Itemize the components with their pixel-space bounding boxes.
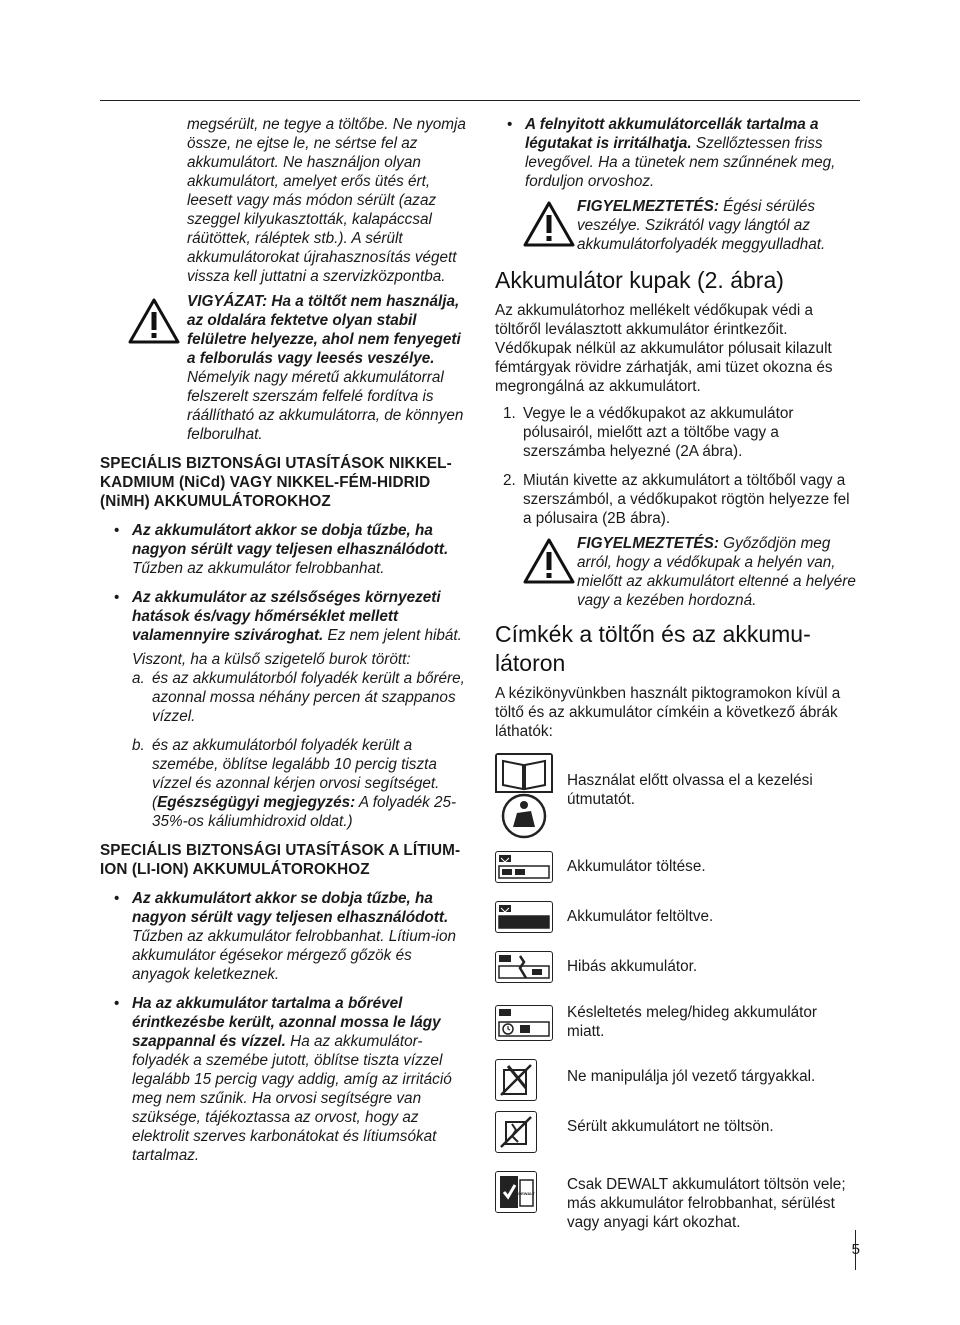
nicd-b2-rest: Ez nem jelent hibát. bbox=[323, 627, 462, 644]
warning-2-text bbox=[577, 534, 860, 610]
pictogram-row bbox=[495, 753, 860, 845]
warning-1-text bbox=[577, 197, 860, 254]
pictogram-text: Akkumulátor feltöltve. bbox=[567, 908, 714, 925]
battery-cap-heading: Akkumulátor kupak (2. ábra) bbox=[495, 267, 784, 293]
caution-rest: Némelyik nagy méretű akkumulátorral felszerelt szerszám felfelé fordítva is ráállítható az akkumulátorra, de könnyen felborulhat. bbox=[187, 369, 464, 443]
caution-bold: VIGYÁZAT: Ha a töltőt nem használja, az oldalára fektetve olyan stabil felületre helyezze, ahol nem fenyegeti a felborulás vagy leesés veszélye. bbox=[187, 293, 461, 367]
nicd-b2-bold: Az akkumulátor az szélsőséges környezeti hatások és/vagy hőmérséklet mellett valamennyire szivároghat. bbox=[132, 589, 441, 644]
warning-block-2 bbox=[495, 534, 860, 610]
dewalt-only-icon bbox=[495, 1171, 537, 1213]
airways-rest: Szellőztessen friss levegővel. Ha a tünetek nem szűnnének meg, forduljon orvoshoz. bbox=[525, 135, 836, 190]
airways-bullet bbox=[495, 115, 860, 191]
left-column bbox=[100, 115, 470, 1165]
intro-paragraph: megsérült, ne tegye a töltőbe. Ne nyomja össze, ne ejtse le, ne sértse fel az akkumulátort. Ne használjon olyan akkumulátort, amelyet erős ütés ért, leesett vagy más módon sérült (azaz szeggel kilyukasztották, kalapáccsal ráütöttek, ráléptek stb.). A sérült akkumulátorokat újrahasznosítás végett vissza kell juttatni a szervizközpontba. bbox=[187, 116, 466, 285]
nicd-bullet-2 bbox=[100, 588, 470, 831]
pictogram-row bbox=[495, 951, 860, 1001]
sub-item-b-label: b. bbox=[132, 737, 145, 754]
hot-cold-delay-icon bbox=[495, 1005, 553, 1041]
liion-b1-bold: Az akkumulátort akkor se dobja tűzbe, ha nagyon sérült vagy teljesen elhasználódott. bbox=[132, 890, 449, 926]
warning-1-rest: Égési sérülés veszélye. Szikrától vagy lángtól az akkumulátorfolyadék meggyulladhat. bbox=[577, 198, 826, 253]
airways-bullet-text bbox=[525, 115, 860, 191]
pictogram-text: Késleltetés meleg/hideg akkumulátor miatt. bbox=[567, 1004, 817, 1040]
pictogram-text: Akkumulátor töltése. bbox=[567, 858, 706, 875]
warning-2-rest: Győződjön meg arról, hogy a védőkupak a helyén van, mielőtt az akkumulátort eltenné a helyére vagy a kezében hordozná. bbox=[577, 535, 856, 609]
read-manual-icon bbox=[495, 753, 553, 839]
liion-bullet-2 bbox=[100, 994, 470, 1165]
bullet-dot: • bbox=[507, 116, 513, 133]
bullet-dot: • bbox=[114, 995, 120, 1012]
liion-bullet-1-text bbox=[132, 889, 470, 984]
sub-item-b-text bbox=[152, 736, 470, 831]
pictogram-text: Hibás akkumulátor. bbox=[567, 958, 698, 975]
nicd-bullet-1-text bbox=[132, 521, 470, 578]
nicd-bullet-1 bbox=[100, 521, 470, 578]
labels-intro: A kézikönyvünkben használt piktogramokon kívül a töltő és az akkumulátor címkéin a következő ábrák láthatók: bbox=[495, 685, 841, 740]
warning-1-label: FIGYELMEZTETÉS: bbox=[577, 198, 719, 215]
liion-b2-rest: Ha az akkumulátor-folyadék a szemébe jutott, öblítse tiszta vízzel legalább 15 percig vagy addig, amíg az irritáció meg nem szűnik. Ha orvosi segítségre van szüksége, tájékoztassa az orvost, hogy az elektrolit szerves karbonátokat és lítiumsókat tartalmaz. bbox=[132, 1033, 452, 1164]
sub-item-a-text: és az akkumulátorból folyadék került a bőrére, azonnal mossa néhány percen át szappanos vízzel. bbox=[152, 670, 465, 725]
pictogram-row bbox=[495, 1063, 860, 1113]
liion-b1-rest: Tűzben az akkumulátor felrobbanhat. Lítium-ion akkumulátor égésekor mérgező gőzök és anyagok keletkeznek. bbox=[132, 928, 456, 983]
sub-item-b bbox=[132, 736, 470, 831]
liion-heading: SPECIÁLIS BIZTONSÁGI UTASÍTÁSOK A LÍTIUM-ION (LI-ION) AKKUMULÁTOROKHOZ bbox=[100, 842, 461, 878]
step-1-text: Vegye le a védőkupakot az akkumulátor pólusairól, mielőtt azt a töltőbe vagy a szerszámba helyezné (2A ábra). bbox=[523, 405, 794, 460]
pictogram-row bbox=[495, 1001, 860, 1063]
nicd-bullet-2-text bbox=[132, 588, 470, 645]
nicd-b1-rest: Tűzben az akkumulátor felrobbanhat. bbox=[132, 560, 385, 577]
no-damaged-battery-icon bbox=[495, 1111, 537, 1153]
no-conductive-objects-icon bbox=[495, 1059, 537, 1101]
warning-triangle-icon bbox=[523, 201, 575, 247]
sub-item-a bbox=[132, 669, 470, 726]
step-1-number: 1. bbox=[503, 405, 516, 422]
bullet-dot: • bbox=[114, 890, 120, 907]
step-1 bbox=[495, 404, 860, 461]
top-rule bbox=[100, 100, 860, 101]
step-2 bbox=[495, 471, 860, 528]
nicd-heading: SPECIÁLIS BIZTONSÁGI UTASÍTÁSOK NIKKEL-KADMIUM (NiCd) VAGY NIKKEL-FÉM-HIDRID (NiMH) AKKUMULÁTOROKHOZ bbox=[100, 455, 452, 510]
liion-bullet-2-text bbox=[132, 994, 470, 1165]
pictogram-text: Ne manipulálja jól vezető tárgyakkal. bbox=[567, 1068, 816, 1085]
pictogram-row bbox=[495, 851, 860, 901]
pictogram-text: Csak DEWALT akkumulátort töltsön vele; más akkumulátor felrobbanhat, sérülést vagy anyagi kárt okozhat. bbox=[567, 1176, 846, 1231]
warning-triangle-icon bbox=[523, 538, 575, 584]
caution-text bbox=[187, 292, 470, 444]
warning-2-label: FIGYELMEZTETÉS: bbox=[577, 535, 719, 552]
step-2-number: 2. bbox=[503, 472, 516, 489]
pictogram-text: Használat előtt olvassa el a kezelési útmutatót. bbox=[567, 772, 813, 808]
bullet-dot: • bbox=[114, 522, 120, 539]
nicd-b1-bold: Az akkumulátort akkor se dobja tűzbe, ha nagyon sérült vagy teljesen elhasználódott. bbox=[132, 522, 449, 558]
liion-b2-bold: Ha az akkumulátor tartalma a bőrével érintkezésbe került, azonnal mossa le lágy szappannal és vízzel. bbox=[132, 995, 441, 1050]
defective-battery-icon bbox=[495, 951, 553, 983]
sub-item-a-label: a. bbox=[132, 670, 145, 687]
right-column bbox=[495, 115, 860, 1241]
nicd-b2-followup: Viszont, ha a külső szigetelő burok törött: bbox=[132, 651, 411, 668]
pictogram-row bbox=[495, 1171, 860, 1241]
airways-bold: A felnyitott akkumulátorcellák tartalma a légutakat is irritálhatja. bbox=[525, 116, 819, 152]
battery-cap-paragraph: Az akkumulátorhoz mellékelt védőkupak védi a töltőről leválasztott akkumulátor érintkezőit. Védőkupak nélkül az akkumulátor pólusait kilazult fémtárgyak rövidre zárhatják, ami tüzet okozna és megrongálná az akkumulátort. bbox=[495, 302, 833, 395]
sub-item-b-part1: és az akkumulátorból folyadék került a szemébe, öblítse legalább 10 percig tiszta vízzel és azonnal kérjen orvosi segítséget. ( bbox=[152, 737, 440, 811]
pictogram-text: Sérült akkumulátort ne töltsön. bbox=[567, 1118, 774, 1135]
caution-block bbox=[100, 292, 470, 444]
bullet-dot: • bbox=[114, 589, 120, 606]
battery-charged-icon bbox=[495, 901, 553, 933]
warning-block-1 bbox=[495, 197, 860, 254]
page-number: 5 bbox=[851, 1241, 860, 1258]
step-2-text: Miután kivette az akkumulátort a töltőből vagy a szerszámból, a védőkupakot rögtön helyezze fel a pólusaira (2B ábra). bbox=[523, 472, 850, 527]
pictogram-list bbox=[495, 753, 860, 1241]
sub-item-b-part2: A folyadék 25-35%-os káliumhidroxid oldat.) bbox=[152, 794, 457, 830]
health-note-label: Egészségügyi megjegyzés: bbox=[157, 794, 356, 811]
warning-triangle-icon bbox=[128, 298, 180, 344]
pictogram-row bbox=[495, 1113, 860, 1171]
battery-charging-icon bbox=[495, 851, 553, 883]
liion-bullet-1 bbox=[100, 889, 470, 984]
dewalt-mark: DEWALT bbox=[518, 1191, 535, 1196]
pictogram-row bbox=[495, 901, 860, 951]
labels-heading: Címkék a töltőn és az akkumu-látoron bbox=[495, 621, 811, 676]
